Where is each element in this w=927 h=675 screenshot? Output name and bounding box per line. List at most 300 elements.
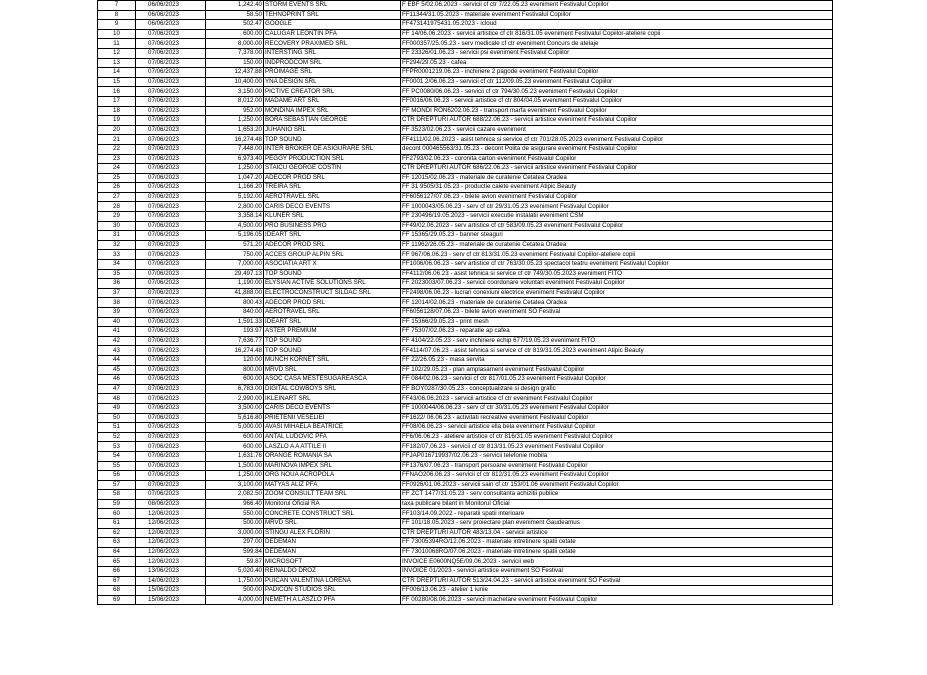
row-number-cell: 59 [98, 499, 136, 509]
amount-cell: 1,166.20 [206, 183, 264, 193]
table-row [98, 384, 833, 394]
row-number-cell: 64 [98, 547, 136, 557]
payment-date-cell: 07/06/2023 [136, 365, 206, 375]
payment-date-cell: 07/06/2023 [136, 298, 206, 308]
payment-date-cell: 07/06/2023 [136, 471, 206, 481]
table-row [98, 10, 833, 20]
amount-cell: 600.00 [206, 432, 264, 442]
amount-cell: 6,783.00 [206, 384, 264, 394]
table-row [98, 288, 833, 298]
row-number-cell: 13 [98, 58, 136, 68]
row-number-cell: 45 [98, 365, 136, 375]
description-cell: FF473141975431.05.2023 - icloud [401, 20, 833, 30]
table-row [98, 471, 833, 481]
supplier-name-cell: ADECOR PROD SRL [264, 173, 401, 183]
table-row [98, 567, 833, 577]
payment-date-cell: 13/06/2023 [136, 567, 206, 577]
table-row [98, 317, 833, 327]
amount-cell: 5,000.00 [206, 423, 264, 433]
supplier-name-cell: NEMETH A LASZLO PFA [264, 595, 401, 605]
row-number-cell: 40 [98, 317, 136, 327]
supplier-name-cell: IDEART SRL [264, 317, 401, 327]
payment-date-cell: 07/06/2023 [136, 394, 206, 404]
row-number-cell: 22 [98, 144, 136, 154]
amount-cell: 1,242.40 [206, 1, 264, 11]
payment-date-cell: 06/06/2023 [136, 1, 206, 11]
row-number-cell: 37 [98, 288, 136, 298]
payment-date-cell: 07/06/2023 [136, 106, 206, 116]
description-cell: FFJAP016719937/02.06.23 - servicii telefonie mobila [401, 451, 833, 461]
amount-cell: 952.00 [206, 106, 264, 116]
row-number-cell: 48 [98, 394, 136, 404]
table-row [98, 576, 833, 586]
supplier-name-cell: TOP SOUND [264, 269, 401, 279]
row-number-cell: 62 [98, 528, 136, 538]
description-cell: FF6056127/07.06.23 - bilete avion eveniment Festivalul Copiilor [401, 192, 833, 202]
description-cell: FF 1000044/06.06.23 - serv cf ctr 30/31.05.23 eveniment Festivalul Copiilor [401, 403, 833, 413]
table-row [98, 557, 833, 567]
row-number-cell: 35 [98, 269, 136, 279]
table-row [98, 144, 833, 154]
supplier-name-cell: MARINOVA IMPEX SRL [264, 461, 401, 471]
table-row [98, 173, 833, 183]
supplier-name-cell: ADECOR PROD SRL [264, 240, 401, 250]
supplier-name-cell: IKLEINART SRL [264, 394, 401, 404]
row-number-cell: 11 [98, 39, 136, 49]
row-number-cell: 55 [98, 461, 136, 471]
description-cell: FF49/02.06.2023 - serv artistice cf ctr 583/09.05.23 eveniment Festivalul Copiilor [401, 221, 833, 231]
supplier-name-cell: PEGGY PRODUCTION SRL [264, 154, 401, 164]
table-row [98, 336, 833, 346]
table-row [98, 451, 833, 461]
table-row [98, 499, 833, 509]
payment-date-cell: 07/06/2023 [136, 461, 206, 471]
supplier-name-cell: CONCRETE CONSTRUCT SRL [264, 509, 401, 519]
description-cell: FF4114/07.06.23 - asist tehnica si service cf ctr 819/31.05.2023 eveniment Atipic Beauty [401, 346, 833, 356]
description-cell: FF 73010068RO/07.06.2023 - materiale intretinere spatii cetate [401, 547, 833, 557]
table-row [98, 375, 833, 385]
row-number-cell: 31 [98, 231, 136, 241]
row-number-cell: 46 [98, 375, 136, 385]
payment-date-cell: 07/06/2023 [136, 231, 206, 241]
table-row [98, 509, 833, 519]
amount-cell: 2,990.00 [206, 394, 264, 404]
description-cell: CTR DREPTURI AUTOR 483/13.04 - servicii artistice [401, 528, 833, 538]
table-row [98, 39, 833, 49]
supplier-name-cell: KLUNER SRL [264, 212, 401, 222]
amount-cell: 4,500.00 [206, 221, 264, 231]
supplier-name-cell: LASZLO A A ATTILE II [264, 442, 401, 452]
table-row [98, 183, 833, 193]
supplier-name-cell: MATYAS ALIZ PFA [264, 480, 401, 490]
row-number-cell: 51 [98, 423, 136, 433]
supplier-name-cell: PUICAN VALENTINA LORENA [264, 576, 401, 586]
table-row [98, 250, 833, 260]
description-cell: FF 102/29.05.23 - plan amplasament eveniment Festivalul Copiilor [401, 365, 833, 375]
supplier-name-cell: AEROTRAVEL SRL [264, 192, 401, 202]
description-cell: FF0926/01.06.2023 - servicii sain cf ctr 153/01.06 eveniment Festivalul Copiilor [401, 480, 833, 490]
row-number-cell: 17 [98, 96, 136, 106]
description-cell: FF1376/07.06.23 - transport persoane eveniment Festivalul Copiilor [401, 461, 833, 471]
supplier-name-cell: INTER BROKER DE ASIGURARE SRL [264, 144, 401, 154]
row-number-cell: 65 [98, 557, 136, 567]
payment-date-cell: 12/06/2023 [136, 538, 206, 548]
description-cell: FF 967/06.06.23 - serv cf ctr 813/31.05.23 eveniment Festivalul Copiilor-ateliere copii [401, 250, 833, 260]
description-cell: FF000357/25.05.23 - serv medicale cf ctr eveniment Concurs de atelaje [401, 39, 833, 49]
row-number-cell: 23 [98, 154, 136, 164]
amount-cell: 5,616.80 [206, 413, 264, 423]
description-cell: FF 15366/29.05.23 - print mesh [401, 317, 833, 327]
payment-date-cell: 07/06/2023 [136, 135, 206, 145]
amount-cell: 1,591.33 [206, 317, 264, 327]
supplier-name-cell: PICTIVE CREATOR SRL [264, 87, 401, 97]
row-number-cell: 38 [98, 298, 136, 308]
description-cell: FF 14/06.06.2023 - servicii artistice cf ctr 816/31.05 eveniment Festivalul Copiilor-ateliere copii [401, 29, 833, 39]
supplier-name-cell: ANTAL LUDOVIC PFA [264, 432, 401, 442]
payment-date-cell: 07/06/2023 [136, 48, 206, 58]
payment-date-cell: 07/06/2023 [136, 58, 206, 68]
amount-cell: 5,192.00 [206, 192, 264, 202]
table-row [98, 480, 833, 490]
table-row [98, 202, 833, 212]
description-cell: FF 22/26.05.23 - masa servita [401, 355, 833, 365]
supplier-name-cell: TOP SOUND [264, 135, 401, 145]
row-number-cell: 27 [98, 192, 136, 202]
supplier-name-cell: TREIRA SRL [264, 183, 401, 193]
amount-cell: 6,973.40 [206, 154, 264, 164]
supplier-name-cell: AVASI MIHAELA BEATRICE [264, 423, 401, 433]
row-number-cell: 8 [98, 10, 136, 20]
description-cell: INVOICE 01/2023 - servicii artistice eveniment SO Festival [401, 567, 833, 577]
description-cell: FF 73005394RO/12.06.2023 - materiale intretinere spatii cetate [401, 538, 833, 548]
description-cell: FF 3523/02.06.23 - servicii cazare eveniment [401, 125, 833, 135]
amount-cell: 1,653.20 [206, 125, 264, 135]
table-row [98, 355, 833, 365]
supplier-name-cell: TOP SOUND [264, 336, 401, 346]
payment-date-cell: 07/06/2023 [136, 269, 206, 279]
amount-cell: 4,000.00 [206, 595, 264, 605]
supplier-name-cell: DEDEMAN [264, 538, 401, 548]
payment-date-cell: 07/06/2023 [136, 125, 206, 135]
payment-date-cell: 12/06/2023 [136, 519, 206, 529]
payment-date-cell: 07/06/2023 [136, 403, 206, 413]
table-row [98, 442, 833, 452]
payment-date-cell: 07/06/2023 [136, 442, 206, 452]
row-number-cell: 69 [98, 595, 136, 605]
supplier-name-cell: ADECOR PROD SRL [264, 298, 401, 308]
supplier-name-cell: MRVD SRL [264, 365, 401, 375]
amount-cell: 7,636.77 [206, 336, 264, 346]
row-number-cell: 61 [98, 519, 136, 529]
payment-date-cell: 15/06/2023 [136, 595, 206, 605]
supplier-name-cell: CARIS DECO EVENTS [264, 403, 401, 413]
table-row [98, 58, 833, 68]
amount-cell: 3,150.00 [206, 87, 264, 97]
payment-date-cell: 12/06/2023 [136, 557, 206, 567]
amount-cell: 571.20 [206, 240, 264, 250]
description-cell: CTR DREPTURI AUTOR 688/22.06.23 - servicii artistice eveniment Festivalul Copiilor [401, 116, 833, 126]
table-row [98, 164, 833, 174]
amount-cell: 41,888.00 [206, 288, 264, 298]
amount-cell: 3,358.14 [206, 212, 264, 222]
table-row [98, 490, 833, 500]
row-number-cell: 43 [98, 346, 136, 356]
description-cell: FF006/13.06.23 - atelier 1 iunie [401, 586, 833, 596]
row-number-cell: 28 [98, 202, 136, 212]
row-number-cell: 15 [98, 77, 136, 87]
table-row [98, 77, 833, 87]
payment-date-cell: 07/06/2023 [136, 260, 206, 270]
supplier-name-cell: JUHANIO SRL [264, 125, 401, 135]
description-cell: FF4111/02.06.2023 - asist tehnica si service cf ctr 701/28.05.2023 eveniment Festivalul Copiilor [401, 135, 833, 145]
description-cell: decont 000465563/31.05.23 - decont Polita de asigurare eveniment Festivalul Copiilor [401, 144, 833, 154]
amount-cell: 8,012.00 [206, 96, 264, 106]
payment-date-cell: 07/06/2023 [136, 192, 206, 202]
description-cell: FFNAO206.06.23 - servicii cf ctr 812/31.05.23 eveniment Festivalul Copiilor [401, 471, 833, 481]
payment-date-cell: 07/06/2023 [136, 240, 206, 250]
description-cell: FF 00280/08.06.2023 - servicii machetare eveniment Festivalul Copiilor [401, 595, 833, 605]
table-row [98, 29, 833, 39]
supplier-name-cell: STAICU GEORGE COSTIN [264, 164, 401, 174]
payments-table-body [98, 1, 833, 605]
table-row [98, 327, 833, 337]
supplier-name-cell: MONDINA IMPEX SRL [264, 106, 401, 116]
description-cell: FF0016/06.06.23 - servicii artistice cf ctr 804/04.05 eveniment Festivalul Copiilor [401, 96, 833, 106]
description-cell: FF08/06.06.23 - servicii artistice ella bela eveniment Festivalul Copiilor [401, 423, 833, 433]
description-cell: FF43/06.06.2023 - servicii artistice cf ctr eveniment Festivalul Copiilor [401, 394, 833, 404]
supplier-name-cell: MUNCH KORNET SRL [264, 355, 401, 365]
table-row [98, 260, 833, 270]
table-row [98, 461, 833, 471]
amount-cell: 1,631.76 [206, 451, 264, 461]
payment-date-cell: 07/06/2023 [136, 202, 206, 212]
description-cell: FF 101/18.05.2023 - serv proiectare plan eveniment Gaudeamus [401, 519, 833, 529]
row-number-cell: 67 [98, 576, 136, 586]
description-cell: FF 12014/02.06.23 - materiale de curatenie Cetatea Oradea [401, 298, 833, 308]
payment-date-cell: 07/06/2023 [136, 164, 206, 174]
table-row [98, 547, 833, 557]
payments-table [97, 0, 833, 605]
payment-date-cell: 07/06/2023 [136, 39, 206, 49]
table-row [98, 240, 833, 250]
table-row [98, 212, 833, 222]
description-cell: FF6056128/07.06.23 - bilete avion eveniment SO Festival [401, 308, 833, 318]
row-number-cell: 57 [98, 480, 136, 490]
description-cell: FF2498/06.06.23 - lucrari conexiuni electrice eveniment Festivalul Copiilor [401, 288, 833, 298]
payment-date-cell: 07/06/2023 [136, 327, 206, 337]
description-cell: F EBF 5/02.06.2023 - servicii cf ctr 7/22.05.23 eveniment Festivalul Copiilor [401, 1, 833, 11]
amount-cell: 500.00 [206, 519, 264, 529]
description-cell: FF294/29.05.23 - cafea [401, 58, 833, 68]
table-row [98, 221, 833, 231]
amount-cell: 7,378.00 [206, 48, 264, 58]
amount-cell: 150.00 [206, 58, 264, 68]
supplier-name-cell: INDPRODCOM SRL [264, 58, 401, 68]
row-number-cell: 32 [98, 240, 136, 250]
payment-date-cell: 07/06/2023 [136, 154, 206, 164]
table-row [98, 48, 833, 58]
payment-date-cell: 07/06/2023 [136, 288, 206, 298]
description-cell: FF 75307/02.06.23 - reparatie ap cafea [401, 327, 833, 337]
amount-cell: 800.43 [206, 298, 264, 308]
supplier-name-cell: PRO BUSINESS PRO [264, 221, 401, 231]
amount-cell: 1,500.00 [206, 461, 264, 471]
row-number-cell: 20 [98, 125, 136, 135]
table-row [98, 96, 833, 106]
amount-cell: 2,082.50 [206, 490, 264, 500]
payment-date-cell: 07/06/2023 [136, 87, 206, 97]
description-cell: FF11344/31.05.2023 - materiale eveniment Festivalul Copiilor [401, 10, 833, 20]
payment-date-cell: 07/06/2023 [136, 423, 206, 433]
amount-cell: 5,020.40 [206, 567, 264, 577]
row-number-cell: 58 [98, 490, 136, 500]
description-cell: FF ZCT 1477/31.05.23 - serv consultanta achizitii publice [401, 490, 833, 500]
amount-cell: 1,250.00 [206, 116, 264, 126]
payment-date-cell: 07/06/2023 [136, 480, 206, 490]
supplier-name-cell: DEDEMAN [264, 547, 401, 557]
payment-date-cell: 12/06/2023 [136, 509, 206, 519]
row-number-cell: 36 [98, 279, 136, 289]
table-row [98, 269, 833, 279]
supplier-name-cell: PADICON STUDIOS SRL [264, 586, 401, 596]
amount-cell: 3,100.00 [206, 480, 264, 490]
row-number-cell: 7 [98, 1, 136, 11]
table-row [98, 528, 833, 538]
amount-cell: 7,448.00 [206, 144, 264, 154]
payment-date-cell: 07/06/2023 [136, 221, 206, 231]
payment-date-cell: 07/06/2023 [136, 336, 206, 346]
payment-date-cell: 07/06/2023 [136, 490, 206, 500]
amount-cell: 1,250.00 [206, 471, 264, 481]
row-number-cell: 66 [98, 567, 136, 577]
supplier-name-cell: YNA DESIGN SRL [264, 77, 401, 87]
description-cell: FF 1000043/05.06.23 - serv cf ctr 29/31.05.23 eveniment Festivalul Copiilor [401, 202, 833, 212]
payment-date-cell: 07/06/2023 [136, 355, 206, 365]
table-row [98, 298, 833, 308]
table-row [98, 519, 833, 529]
payment-date-cell: 07/06/2023 [136, 212, 206, 222]
row-number-cell: 12 [98, 48, 136, 58]
amount-cell: 29,497.13 [206, 269, 264, 279]
table-row [98, 413, 833, 423]
table-row [98, 116, 833, 126]
supplier-name-cell: RECOVERY PRAXIMED SRL [264, 39, 401, 49]
row-number-cell: 56 [98, 471, 136, 481]
amount-cell: 840.00 [206, 308, 264, 318]
table-row [98, 68, 833, 78]
table-row [98, 125, 833, 135]
amount-cell: 10,400.00 [206, 77, 264, 87]
description-cell: FF182/07.06.23 - servicii cf ctr 813/31.05.23 eveniment Festivalul Copiilor [401, 442, 833, 452]
row-number-cell: 29 [98, 212, 136, 222]
row-number-cell: 50 [98, 413, 136, 423]
description-cell: FF2793/02.06.23 - coronita carton eveniment Festivalul Copiilor [401, 154, 833, 164]
payment-date-cell: 07/06/2023 [136, 279, 206, 289]
row-number-cell: 25 [98, 173, 136, 183]
payment-date-cell: 12/06/2023 [136, 547, 206, 557]
supplier-name-cell: STORM EVENTS SRL [264, 1, 401, 11]
description-cell: FF 15365/29.05.23 - banner steaguri [401, 231, 833, 241]
supplier-name-cell: MADAME ART SRL [264, 96, 401, 106]
amount-cell: 58.50 [206, 10, 264, 20]
row-number-cell: 42 [98, 336, 136, 346]
supplier-name-cell: PRIETENII VESELIEI [264, 413, 401, 423]
supplier-name-cell: ACCES GROUP ALPIN SRL [264, 250, 401, 260]
table-row [98, 106, 833, 116]
payment-date-cell: 12/06/2023 [136, 528, 206, 538]
payment-date-cell: 07/06/2023 [136, 413, 206, 423]
supplier-name-cell: INTERSTING SRL [264, 48, 401, 58]
supplier-name-cell: ASOCIATIA ART X [264, 260, 401, 270]
row-number-cell: 47 [98, 384, 136, 394]
payment-date-cell: 07/06/2023 [136, 308, 206, 318]
description-cell: FF 31 9505/31.05.23 - productie caiete eveniment Atipic Beauty [401, 183, 833, 193]
supplier-name-cell: ELECTROCONSTRUCT SILDAC SRL [264, 288, 401, 298]
supplier-name-cell: CARIS DECO EVENTS [264, 202, 401, 212]
payment-date-cell: 15/06/2023 [136, 586, 206, 596]
amount-cell: 5,196.05 [206, 231, 264, 241]
row-number-cell: 49 [98, 403, 136, 413]
amount-cell: 1,190.00 [206, 279, 264, 289]
row-number-cell: 19 [98, 116, 136, 126]
amount-cell: 2,800.00 [206, 202, 264, 212]
row-number-cell: 24 [98, 164, 136, 174]
table-row [98, 394, 833, 404]
table-row [98, 432, 833, 442]
amount-cell: 600.00 [206, 375, 264, 385]
amount-cell: 16,274.48 [206, 346, 264, 356]
payment-date-cell: 06/06/2023 [136, 20, 206, 30]
row-number-cell: 18 [98, 106, 136, 116]
amount-cell: 502.47 [206, 20, 264, 30]
row-number-cell: 68 [98, 586, 136, 596]
payment-date-cell: 07/06/2023 [136, 375, 206, 385]
payment-date-cell: 07/06/2023 [136, 77, 206, 87]
supplier-name-cell: ASOC CASA MESTESUGAREASCA [264, 375, 401, 385]
description-cell: FF103/14.09.2022 - reparatii spatii interioare [401, 509, 833, 519]
payment-date-cell: 07/06/2023 [136, 116, 206, 126]
row-number-cell: 44 [98, 355, 136, 365]
description-cell: FF4112/06.06.23 - asist tehnica si service cf ctr 749/30.05.2023 eveniment FITO [401, 269, 833, 279]
payment-date-cell: 07/06/2023 [136, 173, 206, 183]
amount-cell: 600.00 [206, 29, 264, 39]
table-row [98, 586, 833, 596]
table-row [98, 346, 833, 356]
row-number-cell: 41 [98, 327, 136, 337]
description-cell: FF BOY0287/30.05.23 - conceptualizare si design grafic [401, 384, 833, 394]
row-number-cell: 63 [98, 538, 136, 548]
payment-date-cell: 07/06/2023 [136, 250, 206, 260]
payment-date-cell: 07/06/2023 [136, 68, 206, 78]
supplier-name-cell: ZOOM CONSULT TEAM SRL [264, 490, 401, 500]
table-row [98, 423, 833, 433]
description-cell: CTR DREPTURI AUTOR 686/22.06.23 - servicii artistice eveniment Festivalul Copiilor [401, 164, 833, 174]
amount-cell: 120.00 [206, 355, 264, 365]
row-number-cell: 53 [98, 442, 136, 452]
payment-date-cell: 07/06/2023 [136, 317, 206, 327]
description-cell: FF1006/06.06.23 - serv artistice cf ctr 763/30.05.23 spectacol teatru eveniment Festivalul Copiilor [401, 260, 833, 270]
row-number-cell: 9 [98, 20, 136, 30]
table-row [98, 365, 833, 375]
supplier-name-cell: REINALDO DROZ [264, 567, 401, 577]
description-cell: FF 2023003/07.06.23 - servicii coordonare voluntari eveniment Festivalul Copiilor [401, 279, 833, 289]
payment-date-cell: 07/06/2023 [136, 346, 206, 356]
description-cell: taxa publicare bilant in Monitorul Oficial [401, 499, 833, 509]
amount-cell: 550.00 [206, 509, 264, 519]
payment-date-cell: 07/06/2023 [136, 96, 206, 106]
payment-date-cell: 07/06/2023 [136, 183, 206, 193]
description-cell: FF MONDI RON6202.06.23 - transport marfa eveniment Festivalul Copiilor [401, 106, 833, 116]
